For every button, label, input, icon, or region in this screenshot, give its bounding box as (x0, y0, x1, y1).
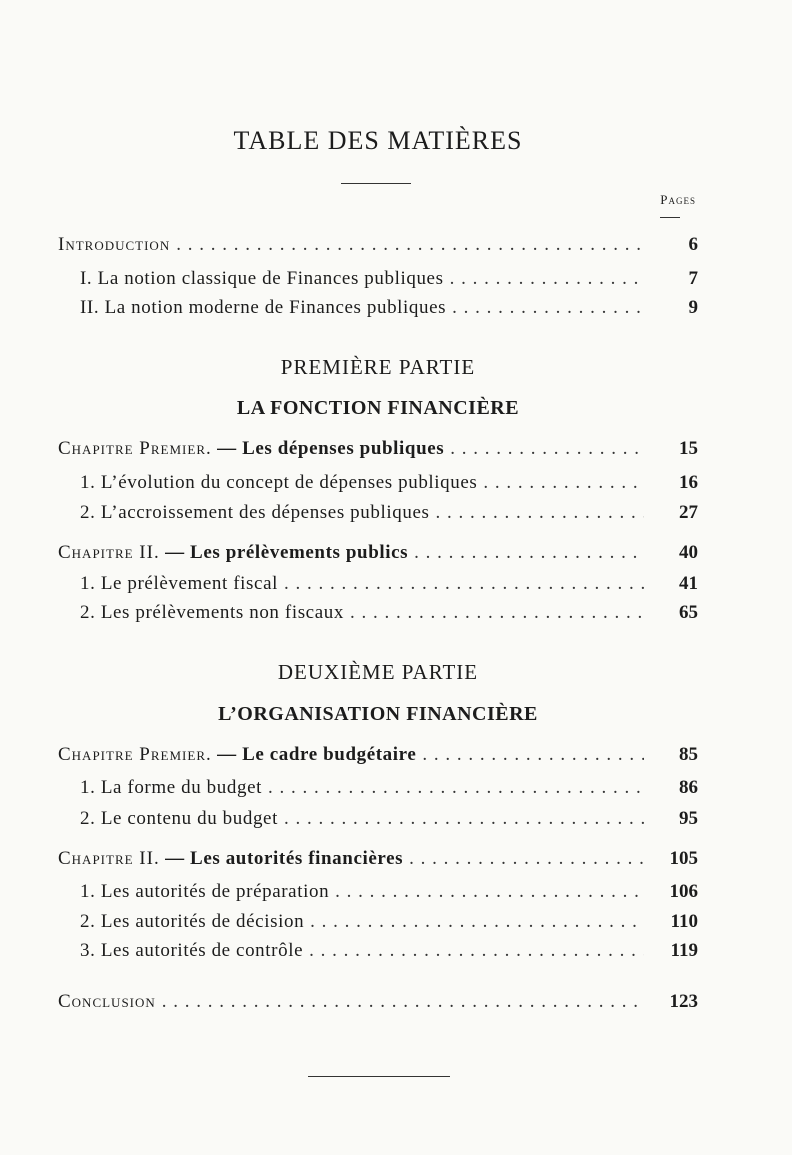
page-number: 119 (670, 940, 698, 961)
chapter-title: Les autorités financières (190, 848, 404, 869)
toc-entry-p2-ch2-2 (80, 911, 698, 939)
entry-label (80, 940, 303, 962)
entry-label (80, 777, 262, 799)
entry-label (80, 808, 278, 830)
entry-label (80, 472, 477, 494)
leader-dots (310, 911, 644, 933)
chapter-dash: — (217, 438, 237, 459)
chapter-dash: — (165, 848, 185, 869)
toc-entry-intro-2 (80, 297, 698, 325)
entry-label (58, 744, 416, 766)
page-number: 41 (679, 573, 698, 594)
leader-dots (284, 808, 644, 830)
toc-entry-p2-ch2 (58, 848, 698, 876)
entry-label: Conclusion (58, 991, 156, 1012)
page-number: 9 (688, 297, 698, 318)
entry-text: La notion moderne de Finances publiques (104, 297, 447, 318)
chapter-label: Chapitre II. (58, 542, 160, 563)
leader-dots (350, 602, 644, 624)
entry-label (80, 602, 344, 624)
entry-text: La notion classique de Finances publiques (97, 268, 444, 289)
entry-text: L’accroissement des dépenses publiques (100, 502, 430, 523)
part-2-title: DEUXIÈME PARTIE (277, 660, 479, 684)
page-number: 110 (670, 911, 698, 932)
toc-entry-intro-1 (80, 268, 698, 296)
chapter-label: Chapitre II. (58, 848, 160, 869)
entry-text: Les prélèvements non fiscaux (100, 602, 344, 623)
leader-dots (309, 940, 644, 962)
entry-label (58, 848, 403, 870)
entry-text: Le prélèvement fiscal (100, 573, 278, 594)
entry-label (58, 438, 444, 460)
page-number: 85 (679, 744, 698, 765)
entry-number: 1. (80, 472, 96, 493)
leader-dots (450, 268, 644, 290)
entry-label (80, 911, 304, 933)
toc-entry-p2-ch1-2 (80, 808, 698, 836)
entry-number: II. (80, 297, 100, 318)
toc-entry-p1-ch2-2 (80, 602, 698, 630)
entry-number: I. (80, 268, 93, 289)
page-number: 16 (679, 472, 698, 493)
leader-dots (284, 573, 644, 595)
entry-number: 2. (80, 602, 96, 623)
entry-text: Le contenu du budget (100, 808, 278, 829)
page-title: TABLE DES MATIÈRES (233, 126, 523, 155)
entry-number: 1. (80, 573, 96, 594)
part-1-subtitle: LA FONCTION FINANCIÈRE (236, 397, 520, 419)
chapter-dash: — (217, 744, 237, 765)
entry-text: Les autorités de contrôle (100, 940, 304, 961)
leader-dots (268, 777, 644, 799)
leader-dots (409, 848, 644, 870)
chapter-title: Les prélèvements publics (190, 542, 409, 563)
toc-entry-p1-ch2-1 (80, 573, 698, 601)
page-number: 106 (669, 881, 698, 902)
toc-entry-p2-ch2-3 (80, 940, 698, 968)
page-number: 65 (679, 602, 698, 623)
entry-text: L’évolution du concept de dépenses publiques (100, 472, 478, 493)
toc-entry-introduction (58, 234, 698, 262)
toc-entry-p1-ch1-1 (80, 472, 698, 500)
leader-dots (450, 438, 644, 460)
title-rule (341, 183, 411, 184)
part-1-title: PREMIÈRE PARTIE (280, 355, 476, 379)
toc-entry-p1-ch1-2 (80, 502, 698, 530)
page-number: 86 (679, 777, 698, 798)
pages-label: Pages (660, 192, 696, 207)
toc-entry-p2-ch1-1 (80, 777, 698, 805)
leader-dots (435, 502, 644, 524)
entry-number: 2. (80, 911, 96, 932)
chapter-label: Chapitre Premier. (58, 744, 212, 765)
leader-dots (335, 881, 644, 903)
toc-entry-p2-ch1 (58, 744, 698, 772)
leader-dots (414, 542, 644, 564)
entry-number: 1. (80, 881, 96, 902)
toc-entry-p1-ch1 (58, 438, 698, 466)
page-number: 105 (669, 848, 698, 869)
entry-text: La forme du budget (100, 777, 262, 798)
entry-label: Introduction (58, 234, 171, 255)
toc-entry-conclusion (58, 991, 698, 1019)
toc-entry-p1-ch2 (58, 542, 698, 570)
entry-number: 1. (80, 777, 96, 798)
page-number: 40 (679, 542, 698, 563)
leader-dots (483, 472, 644, 494)
pages-dash (660, 217, 680, 218)
page-number: 95 (679, 808, 698, 829)
page-number: 7 (688, 268, 698, 289)
entry-label (80, 297, 446, 319)
toc-entry-p2-ch2-1 (80, 881, 698, 909)
entry-label (80, 881, 329, 903)
entry-label (80, 573, 278, 595)
bottom-rule (308, 1076, 450, 1077)
entry-number: 3. (80, 940, 96, 961)
chapter-title: Le cadre budgétaire (242, 744, 417, 765)
page-number: 6 (688, 234, 698, 255)
entry-label (58, 542, 408, 564)
chapter-label: Chapitre Premier. (58, 438, 212, 459)
entry-number: 2. (80, 502, 96, 523)
page-number: 15 (679, 438, 698, 459)
leader-dots (176, 234, 644, 256)
chapter-dash: — (165, 542, 185, 563)
leader-dots (422, 744, 644, 766)
entry-label (80, 502, 429, 524)
page-number: 27 (679, 502, 698, 523)
part-2-subtitle: L’ORGANISATION FINANCIÈRE (218, 703, 538, 725)
page-number: 123 (669, 991, 698, 1012)
chapter-title: Les dépenses publiques (242, 438, 445, 459)
entry-label (80, 268, 444, 290)
entry-text: Les autorités de préparation (100, 881, 330, 902)
leader-dots (452, 297, 644, 319)
leader-dots (162, 991, 644, 1013)
entry-text: Les autorités de décision (100, 911, 305, 932)
entry-number: 2. (80, 808, 96, 829)
